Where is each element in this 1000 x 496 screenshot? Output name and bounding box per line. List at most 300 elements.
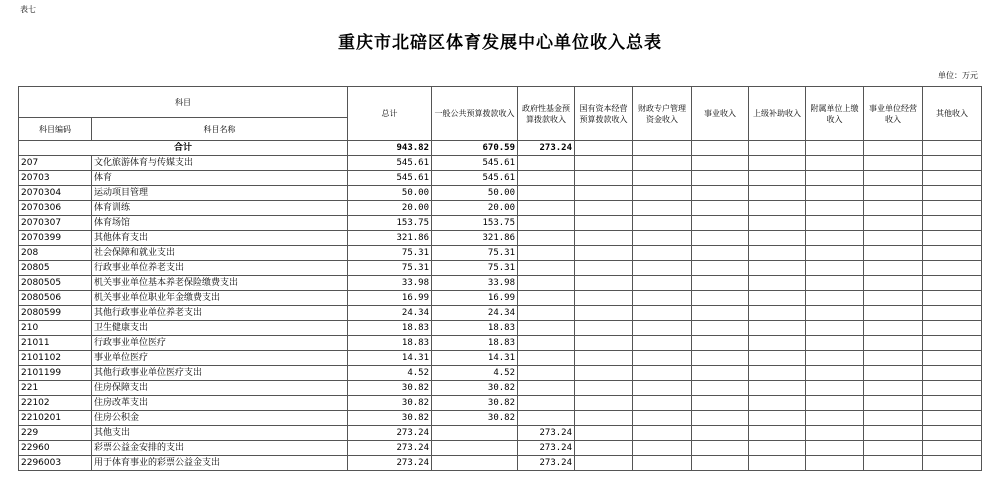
empty-cell — [923, 171, 982, 186]
header-total: 总计 — [348, 87, 432, 141]
table-row — [19, 246, 982, 261]
empty-cell — [749, 201, 806, 216]
empty-cell — [633, 306, 692, 321]
subject-code-cell: 20703 — [19, 171, 92, 186]
empty-cell — [575, 201, 633, 216]
subject-code-cell: 2080599 — [19, 306, 92, 321]
gov-fund-cell — [518, 381, 575, 396]
empty-cell — [923, 336, 982, 351]
gov-fund-cell — [518, 216, 575, 231]
empty-cell — [806, 306, 864, 321]
empty-cell — [633, 336, 692, 351]
empty-cell — [692, 231, 749, 246]
empty-cell — [864, 201, 923, 216]
total-cell: 321.86 — [348, 231, 432, 246]
empty-cell — [864, 381, 923, 396]
empty-cell — [923, 366, 982, 381]
empty-cell — [749, 186, 806, 201]
empty-cell — [806, 231, 864, 246]
empty-cell — [575, 396, 633, 411]
subject-code-cell: 21011 — [19, 336, 92, 351]
subject-name-cell: 机关事业单位基本养老保险缴费支出 — [92, 276, 348, 291]
empty-cell — [692, 291, 749, 306]
header-general-budget: 一般公共预算拨款收入 — [432, 87, 518, 141]
empty-cell — [633, 231, 692, 246]
subject-code-cell: 2070304 — [19, 186, 92, 201]
empty-cell — [749, 366, 806, 381]
empty-cell — [806, 456, 864, 471]
header-operating-income: 事业单位经营收入 — [864, 87, 923, 141]
empty-cell — [864, 291, 923, 306]
general-budget-cell: 153.75 — [432, 216, 518, 231]
subject-name-cell: 文化旅游体育与传媒支出 — [92, 156, 348, 171]
empty-cell — [692, 366, 749, 381]
empty-cell — [575, 426, 633, 441]
table-row — [19, 456, 982, 471]
empty-cell — [923, 246, 982, 261]
empty-cell — [806, 216, 864, 231]
empty-cell — [749, 216, 806, 231]
table-row — [19, 171, 982, 186]
gov-fund-cell — [518, 366, 575, 381]
general-budget-cell: 75.31 — [432, 246, 518, 261]
total-cell: 545.61 — [348, 156, 432, 171]
empty-cell — [692, 171, 749, 186]
unit-label: 单位：万元 — [938, 71, 978, 80]
total-cell: 4.52 — [348, 366, 432, 381]
general-budget-cell: 20.00 — [432, 201, 518, 216]
empty-cell — [806, 366, 864, 381]
empty-cell — [633, 141, 692, 156]
gov-fund-cell — [518, 201, 575, 216]
empty-cell — [749, 396, 806, 411]
general-budget-cell: 30.82 — [432, 381, 518, 396]
total-cell: 30.82 — [348, 396, 432, 411]
income-summary-table — [18, 86, 982, 471]
subject-name-cell: 住房改革支出 — [92, 396, 348, 411]
header-fiscal-special: 财政专户管理资金收入 — [633, 87, 692, 141]
general-budget-cell: 18.83 — [432, 336, 518, 351]
empty-cell — [806, 246, 864, 261]
table-row — [19, 186, 982, 201]
subject-code-cell: 229 — [19, 426, 92, 441]
table-row — [19, 381, 982, 396]
empty-cell — [806, 261, 864, 276]
total-cell: 545.61 — [348, 171, 432, 186]
empty-cell — [633, 441, 692, 456]
empty-cell — [864, 426, 923, 441]
subject-code-cell: 2210201 — [19, 411, 92, 426]
gov-fund-cell — [518, 351, 575, 366]
general-budget-cell: 18.83 — [432, 321, 518, 336]
empty-cell — [923, 156, 982, 171]
table-row — [19, 366, 982, 381]
empty-cell — [864, 411, 923, 426]
subject-code-cell: 207 — [19, 156, 92, 171]
table-row — [19, 201, 982, 216]
empty-cell — [864, 141, 923, 156]
empty-cell — [923, 276, 982, 291]
empty-cell — [923, 426, 982, 441]
total-fund: 273.24 — [518, 141, 575, 156]
empty-cell — [692, 156, 749, 171]
empty-cell — [806, 336, 864, 351]
empty-cell — [806, 186, 864, 201]
empty-cell — [923, 216, 982, 231]
empty-cell — [749, 261, 806, 276]
table-row — [19, 216, 982, 231]
total-general: 670.59 — [432, 141, 518, 156]
empty-cell — [692, 411, 749, 426]
empty-cell — [806, 396, 864, 411]
header-state-capital: 国有资本经营预算拨款收入 — [575, 87, 633, 141]
table-row — [19, 291, 982, 306]
empty-cell — [806, 441, 864, 456]
empty-cell — [633, 366, 692, 381]
empty-cell — [749, 381, 806, 396]
general-budget-cell: 4.52 — [432, 366, 518, 381]
empty-cell — [864, 171, 923, 186]
empty-cell — [749, 276, 806, 291]
empty-cell — [692, 426, 749, 441]
empty-cell — [923, 231, 982, 246]
empty-cell — [692, 396, 749, 411]
total-cell: 30.82 — [348, 381, 432, 396]
empty-cell — [806, 351, 864, 366]
empty-cell — [633, 261, 692, 276]
gov-fund-cell — [518, 261, 575, 276]
subject-code-cell: 2080506 — [19, 291, 92, 306]
empty-cell — [806, 411, 864, 426]
empty-cell — [575, 321, 633, 336]
table-row — [19, 426, 982, 441]
empty-cell — [633, 156, 692, 171]
empty-cell — [692, 261, 749, 276]
general-budget-cell: 24.34 — [432, 306, 518, 321]
empty-cell — [633, 351, 692, 366]
empty-cell — [575, 381, 633, 396]
empty-cell — [692, 381, 749, 396]
general-budget-cell: 75.31 — [432, 261, 518, 276]
gov-fund-cell — [518, 321, 575, 336]
empty-cell — [633, 291, 692, 306]
empty-cell — [633, 171, 692, 186]
gov-fund-cell — [518, 336, 575, 351]
empty-cell — [923, 411, 982, 426]
empty-cell — [575, 231, 633, 246]
empty-cell — [806, 381, 864, 396]
empty-cell — [806, 426, 864, 441]
empty-cell — [749, 246, 806, 261]
empty-cell — [633, 456, 692, 471]
empty-cell — [692, 321, 749, 336]
gov-fund-cell — [518, 186, 575, 201]
empty-cell — [923, 201, 982, 216]
empty-cell — [633, 201, 692, 216]
subject-name-cell: 事业单位医疗 — [92, 351, 348, 366]
subject-name-cell: 体育 — [92, 171, 348, 186]
empty-cell — [692, 351, 749, 366]
header-affiliated-units: 附属单位上缴收入 — [806, 87, 864, 141]
empty-cell — [749, 336, 806, 351]
subject-name-cell: 其他行政事业单位养老支出 — [92, 306, 348, 321]
subject-name-cell: 体育训练 — [92, 201, 348, 216]
empty-cell — [923, 456, 982, 471]
empty-cell — [806, 276, 864, 291]
empty-cell — [923, 396, 982, 411]
empty-cell — [864, 366, 923, 381]
empty-cell — [923, 186, 982, 201]
gov-fund-cell — [518, 306, 575, 321]
empty-cell — [806, 321, 864, 336]
subject-name-cell: 用于体育事业的彩票公益金支出 — [92, 456, 348, 471]
subject-code-cell: 22960 — [19, 441, 92, 456]
subject-name-cell: 社会保障和就业支出 — [92, 246, 348, 261]
table-row — [19, 396, 982, 411]
total-sum: 943.82 — [348, 141, 432, 156]
empty-cell — [864, 156, 923, 171]
general-budget-cell: 16.99 — [432, 291, 518, 306]
subject-code-cell: 2101102 — [19, 351, 92, 366]
table-row — [19, 261, 982, 276]
gov-fund-cell — [518, 291, 575, 306]
empty-cell — [692, 336, 749, 351]
empty-cell — [923, 351, 982, 366]
empty-cell — [575, 411, 633, 426]
total-cell: 14.31 — [348, 351, 432, 366]
table-row — [19, 306, 982, 321]
gov-fund-cell — [518, 246, 575, 261]
empty-cell — [575, 351, 633, 366]
empty-cell — [575, 456, 633, 471]
gov-fund-cell — [518, 276, 575, 291]
general-budget-cell: 545.61 — [432, 171, 518, 186]
general-budget-cell — [432, 426, 518, 441]
empty-cell — [806, 156, 864, 171]
subject-code-cell: 2080505 — [19, 276, 92, 291]
total-cell: 75.31 — [348, 261, 432, 276]
header-gov-fund: 政府性基金预算拨款收入 — [518, 87, 575, 141]
empty-cell — [749, 231, 806, 246]
empty-cell — [806, 201, 864, 216]
empty-cell — [633, 216, 692, 231]
empty-cell — [692, 276, 749, 291]
header-subject: 科目 — [19, 87, 348, 118]
header-subject-code: 科目编码 — [19, 118, 92, 141]
table-row — [19, 276, 982, 291]
empty-cell — [923, 306, 982, 321]
empty-cell — [692, 216, 749, 231]
total-cell: 18.83 — [348, 321, 432, 336]
empty-cell — [806, 291, 864, 306]
empty-cell — [864, 441, 923, 456]
empty-cell — [749, 306, 806, 321]
empty-cell — [633, 276, 692, 291]
subject-name-cell: 行政事业单位养老支出 — [92, 261, 348, 276]
subject-name-cell: 体育场馆 — [92, 216, 348, 231]
subject-name-cell: 其他行政事业单位医疗支出 — [92, 366, 348, 381]
gov-fund-cell: 273.24 — [518, 426, 575, 441]
subject-name-cell: 运动项目管理 — [92, 186, 348, 201]
empty-cell — [575, 141, 633, 156]
empty-cell — [749, 141, 806, 156]
empty-cell — [575, 291, 633, 306]
subject-name-cell: 机关事业单位职业年金缴费支出 — [92, 291, 348, 306]
empty-cell — [864, 231, 923, 246]
empty-cell — [864, 261, 923, 276]
header-superior-subsidy: 上级补助收入 — [749, 87, 806, 141]
gov-fund-cell — [518, 411, 575, 426]
general-budget-cell: 545.61 — [432, 156, 518, 171]
empty-cell — [575, 276, 633, 291]
general-budget-cell: 50.00 — [432, 186, 518, 201]
empty-cell — [692, 141, 749, 156]
empty-cell — [749, 156, 806, 171]
total-cell: 24.34 — [348, 306, 432, 321]
total-cell: 18.83 — [348, 336, 432, 351]
empty-cell — [864, 276, 923, 291]
empty-cell — [633, 186, 692, 201]
empty-cell — [575, 306, 633, 321]
empty-cell — [633, 396, 692, 411]
empty-cell — [575, 216, 633, 231]
subject-name-cell: 其他支出 — [92, 426, 348, 441]
subject-code-cell: 2296003 — [19, 456, 92, 471]
total-row — [19, 141, 982, 156]
empty-cell — [864, 456, 923, 471]
general-budget-cell — [432, 441, 518, 456]
general-budget-cell — [432, 456, 518, 471]
table-row — [19, 231, 982, 246]
general-budget-cell: 321.86 — [432, 231, 518, 246]
total-cell: 16.99 — [348, 291, 432, 306]
empty-cell — [923, 141, 982, 156]
empty-cell — [864, 396, 923, 411]
header-business-income: 事业收入 — [692, 87, 749, 141]
total-cell: 273.24 — [348, 441, 432, 456]
general-budget-cell: 14.31 — [432, 351, 518, 366]
empty-cell — [749, 321, 806, 336]
empty-cell — [923, 441, 982, 456]
empty-cell — [633, 426, 692, 441]
gov-fund-cell — [518, 171, 575, 186]
empty-cell — [864, 216, 923, 231]
general-budget-cell: 30.82 — [432, 411, 518, 426]
subject-code-cell: 221 — [19, 381, 92, 396]
empty-cell — [864, 306, 923, 321]
general-budget-cell: 33.98 — [432, 276, 518, 291]
subject-code-cell: 2070307 — [19, 216, 92, 231]
empty-cell — [749, 291, 806, 306]
empty-cell — [864, 186, 923, 201]
empty-cell — [575, 186, 633, 201]
header-subject-name: 科目名称 — [92, 118, 348, 141]
table-row — [19, 411, 982, 426]
table-row — [19, 441, 982, 456]
table-row — [19, 156, 982, 171]
empty-cell — [575, 441, 633, 456]
table-row — [19, 336, 982, 351]
gov-fund-cell — [518, 231, 575, 246]
empty-cell — [923, 291, 982, 306]
empty-cell — [864, 336, 923, 351]
total-cell: 50.00 — [348, 186, 432, 201]
empty-cell — [575, 366, 633, 381]
subject-code-cell: 2070399 — [19, 231, 92, 246]
empty-cell — [864, 321, 923, 336]
subject-code-cell: 20805 — [19, 261, 92, 276]
subject-name-cell: 住房公积金 — [92, 411, 348, 426]
total-cell: 273.24 — [348, 456, 432, 471]
empty-cell — [692, 456, 749, 471]
empty-cell — [575, 156, 633, 171]
empty-cell — [749, 426, 806, 441]
subject-name-cell: 行政事业单位医疗 — [92, 336, 348, 351]
empty-cell — [692, 306, 749, 321]
empty-cell — [633, 246, 692, 261]
gov-fund-cell — [518, 396, 575, 411]
empty-cell — [692, 201, 749, 216]
subject-code-cell: 22102 — [19, 396, 92, 411]
page-title: 重庆市北碚区体育发展中心单位收入总表 — [338, 33, 662, 53]
empty-cell — [749, 441, 806, 456]
empty-cell — [692, 186, 749, 201]
table-number-label: 表七 — [20, 5, 36, 14]
empty-cell — [575, 171, 633, 186]
total-cell: 33.98 — [348, 276, 432, 291]
empty-cell — [575, 246, 633, 261]
table-row — [19, 351, 982, 366]
total-cell: 153.75 — [348, 216, 432, 231]
total-cell: 273.24 — [348, 426, 432, 441]
header-other-income: 其他收入 — [923, 87, 982, 141]
total-label: 合计 — [19, 141, 348, 156]
total-cell: 75.31 — [348, 246, 432, 261]
gov-fund-cell: 273.24 — [518, 441, 575, 456]
total-cell: 30.82 — [348, 411, 432, 426]
gov-fund-cell — [518, 156, 575, 171]
subject-name-cell: 其他体育支出 — [92, 231, 348, 246]
subject-code-cell: 2101199 — [19, 366, 92, 381]
empty-cell — [692, 246, 749, 261]
empty-cell — [923, 321, 982, 336]
subject-name-cell: 彩票公益金安排的支出 — [92, 441, 348, 456]
empty-cell — [749, 171, 806, 186]
empty-cell — [633, 381, 692, 396]
empty-cell — [692, 441, 749, 456]
empty-cell — [806, 171, 864, 186]
empty-cell — [864, 246, 923, 261]
empty-cell — [633, 321, 692, 336]
empty-cell — [864, 351, 923, 366]
general-budget-cell: 30.82 — [432, 396, 518, 411]
gov-fund-cell: 273.24 — [518, 456, 575, 471]
total-cell: 20.00 — [348, 201, 432, 216]
subject-code-cell: 208 — [19, 246, 92, 261]
empty-cell — [575, 261, 633, 276]
empty-cell — [923, 381, 982, 396]
empty-cell — [749, 456, 806, 471]
subject-code-cell: 210 — [19, 321, 92, 336]
subject-name-cell: 住房保障支出 — [92, 381, 348, 396]
empty-cell — [923, 261, 982, 276]
subject-code-cell: 2070306 — [19, 201, 92, 216]
empty-cell — [575, 336, 633, 351]
empty-cell — [749, 351, 806, 366]
empty-cell — [749, 411, 806, 426]
table-row — [19, 321, 982, 336]
empty-cell — [633, 411, 692, 426]
